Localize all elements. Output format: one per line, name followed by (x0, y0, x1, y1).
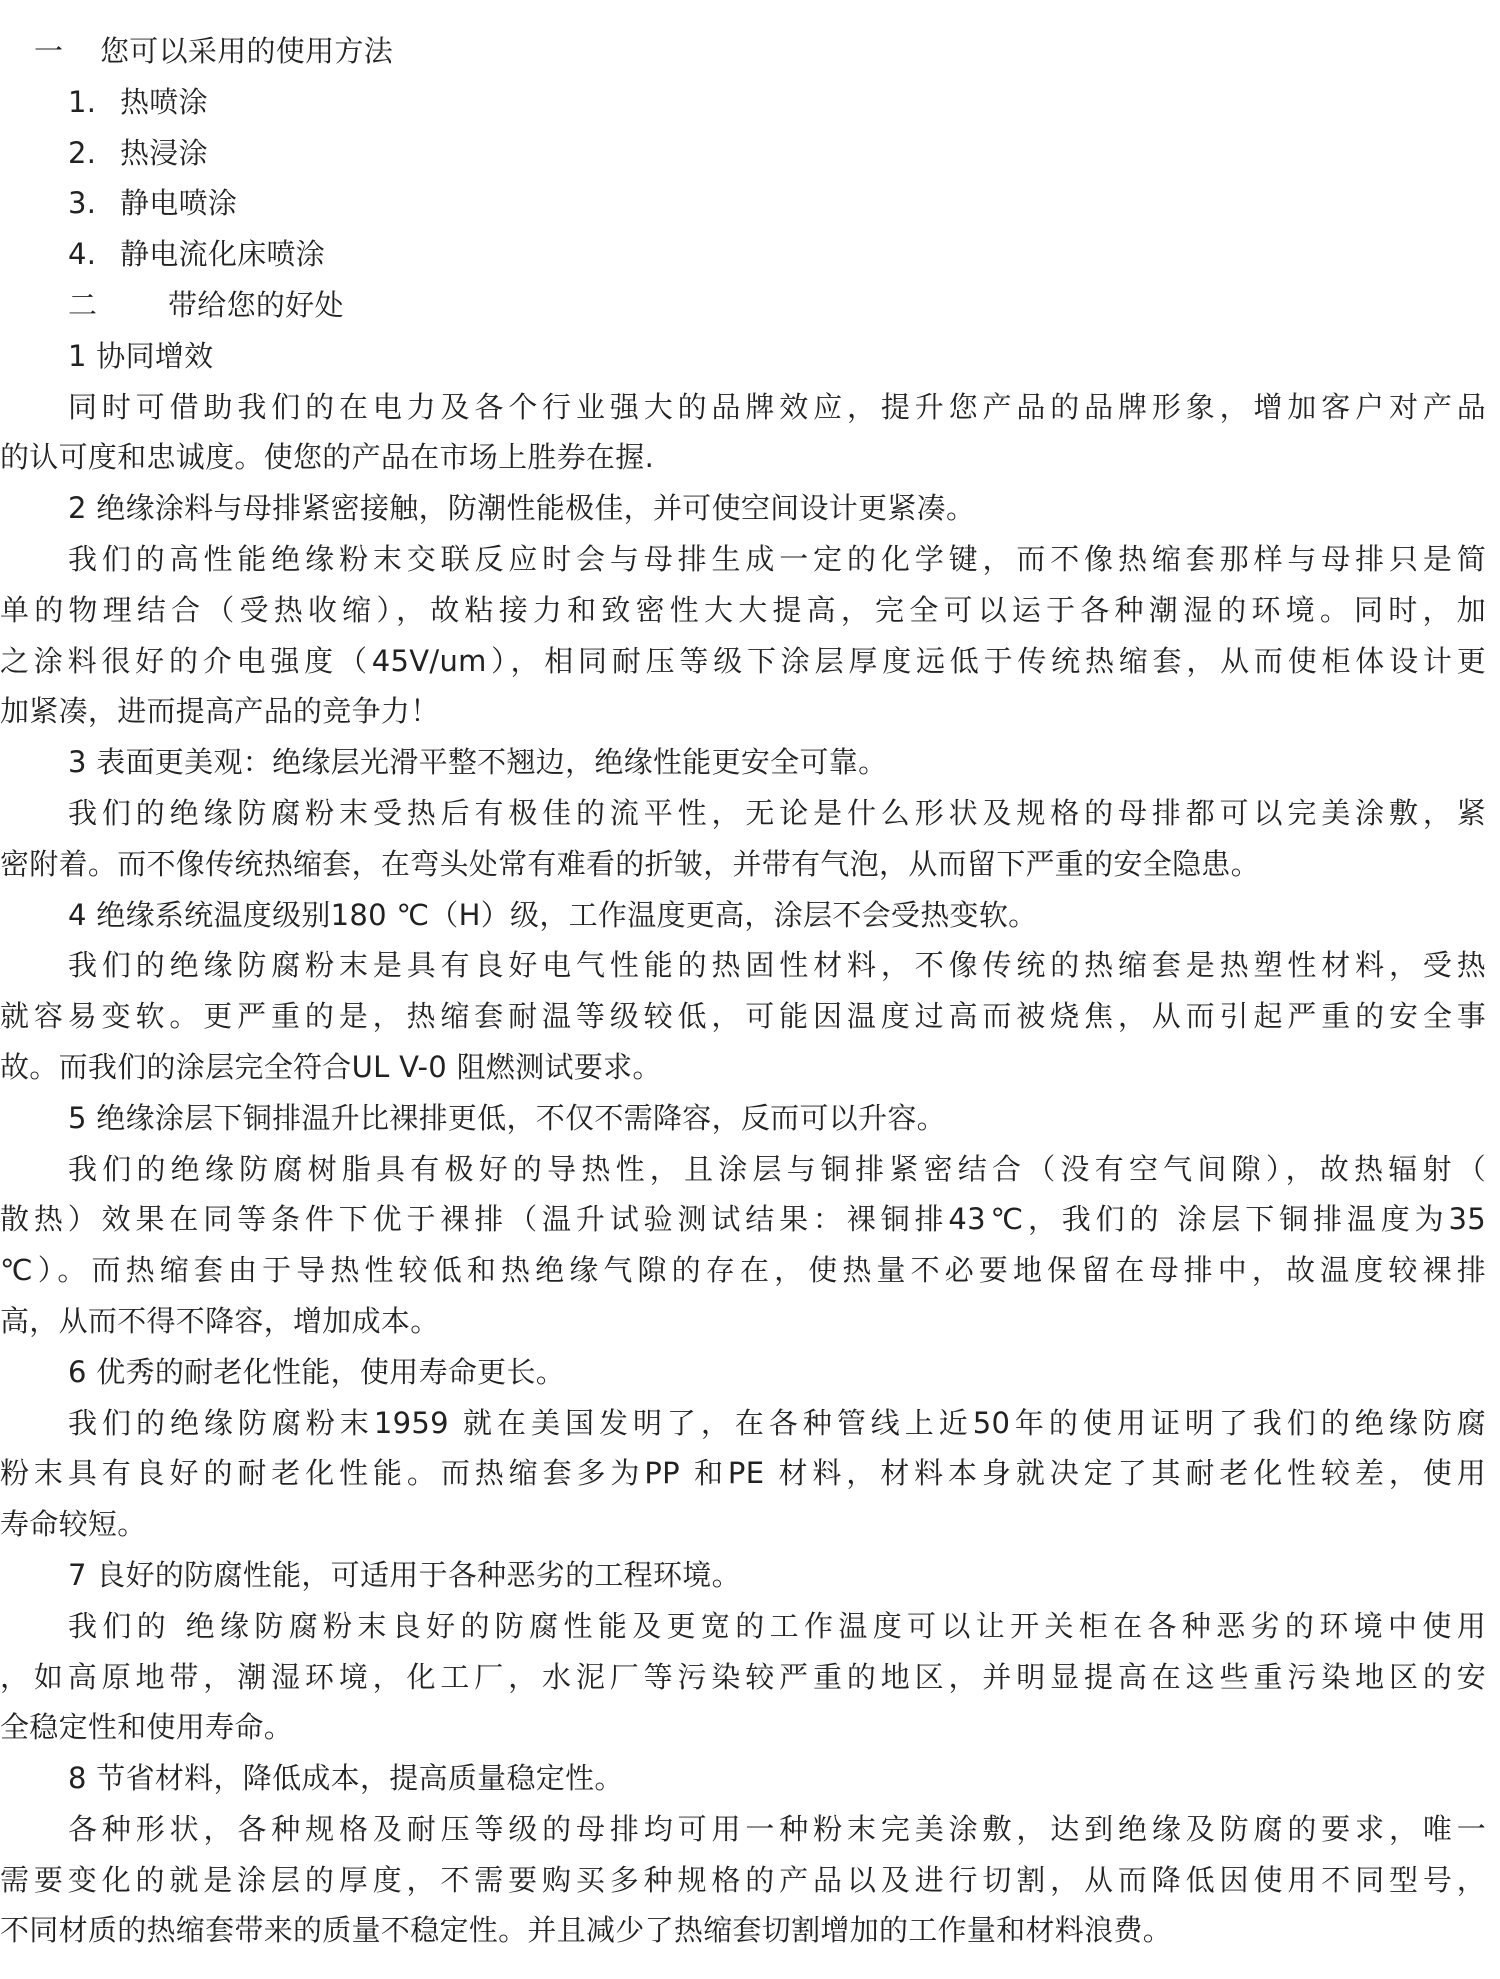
document-page (0, 26, 1486, 1956)
method-item-text: 热喷涂 (120, 84, 208, 119)
section-2-body (0, 331, 1486, 1957)
paragraph-line: 同时可借助我们的在电力及各个行业强大的品牌效应，提升您产品的品牌形象，增加客户对产品 (68, 389, 1486, 424)
paragraph-line: 不同材质的热缩套带来的质量不稳定性。并且减少了热缩套切割增加的工作量和材料浪费。 (0, 1913, 1173, 1948)
benefit-heading: 8 节省材料，降低成本，提高质量稳定性。 (68, 1761, 624, 1796)
method-item-number: 3. (68, 186, 97, 221)
paragraph-line: 需要变化的就是涂层的厚度，不需要购买多种规格的产品以及进行切割，从而降低因使用不同型号， (0, 1862, 1486, 1897)
section-1-heading (0, 26, 1486, 77)
paragraph-line: 我们的绝缘防腐粉末受热后有极佳的流平性，无论是什么形状及规格的母排都可以完美涂敷，紧 (68, 795, 1486, 830)
section-2-number: 二 (68, 287, 98, 322)
paragraph-line: 的认可度和忠诚度。使您的产品在市场上胜券在握. (0, 440, 655, 475)
paragraph-line: 我们的绝缘防腐粉末1959 就在美国发明了，在各种管线上近50年的使用证明了我们的绝缘防腐 (68, 1405, 1486, 1440)
benefit-heading: 1 协同增效 (68, 338, 214, 373)
method-item-number: 4. (68, 237, 97, 272)
paragraph-line: 全稳定性和使用寿命。 (0, 1710, 294, 1745)
method-item-text: 热浸涂 (120, 135, 208, 170)
paragraph-line: 粉末具有良好的耐老化性能。而热缩套多为PP 和PE 材料，材料本身就决定了其耐老化性较差，使用 (0, 1456, 1486, 1491)
paragraph-line: 就容易变软。更严重的是，热缩套耐温等级较低，可能因温度过高而被烧焦，从而引起严重的安全事 (0, 999, 1486, 1034)
paragraph-line: 加紧凑，进而提高产品的竞争力！ (0, 694, 440, 729)
paragraph-line: 故。而我们的涂层完全符合UL V-0 阻燃测试要求。 (0, 1049, 662, 1084)
method-item (0, 128, 1486, 179)
paragraph-line: 我们的 绝缘防腐粉末良好的防腐性能及更宽的工作温度可以让开关柜在各种恶劣的环境中使用 (68, 1608, 1486, 1643)
paragraph-line: ℃）。而热缩套由于导热性较低和热绝缘气隙的存在，使热量不必要地保留在母排中，故温度较裸排 (0, 1253, 1486, 1288)
paragraph-line: 各种形状，各种规格及耐压等级的母排均可用一种粉末完美涂敷，达到绝缘及防腐的要求，唯一 (68, 1811, 1486, 1846)
paragraph-line: 寿命较短。 (0, 1507, 147, 1542)
method-item (0, 178, 1486, 229)
paragraph-line: ，如高原地带，潮湿环境，化工厂，水泥厂等污染较严重的地区，并明显提高在这些重污染地区的安 (0, 1659, 1486, 1694)
method-item-text: 静电流化床喷涂 (120, 237, 326, 272)
section-2-title: 带给您的好处 (168, 287, 344, 322)
paragraph-line: 散热）效果在同等条件下优于裸排（温升试验测试结果：裸铜排43℃，我们的 涂层下铜排温度为35 (0, 1202, 1486, 1237)
benefit-heading: 4 绝缘系统温度级别180 ℃（H）级，工作温度更高，涂层不会受热变软。 (68, 897, 1038, 932)
method-item (0, 77, 1486, 128)
method-item (0, 229, 1486, 280)
section-1-number: 一 (34, 34, 64, 68)
method-item-number: 1. (68, 84, 97, 119)
benefit-heading: 6 优秀的耐老化性能，使用寿命更长。 (68, 1354, 566, 1389)
section-1-title: 您可以采用的使用方法 (100, 34, 394, 68)
paragraph-line: 密附着。而不像传统热缩套，在弯头处常有难看的折皱，并带有气泡，从而留下严重的安全隐患。 (0, 846, 1260, 881)
section-2-heading (0, 280, 1486, 331)
paragraph-line: 单的物理结合（受热收缩），故粘接力和致密性大大提高，完全可以运于各种潮湿的环境。同时，加 (0, 592, 1486, 627)
benefit-heading: 7 良好的防腐性能，可适用于各种恶劣的工程环境。 (68, 1557, 741, 1592)
paragraph-line: 之涂料很好的介电强度（45V/um），相同耐压等级下涂层厚度远低于传统热缩套，从而使柜体设计更 (0, 643, 1486, 678)
paragraph-line: 我们的绝缘防腐树脂具有极好的导热性，且涂层与铜排紧密结合（没有空气间隙），故热辐射（ (68, 1151, 1486, 1186)
method-item-text: 静电喷涂 (120, 186, 238, 221)
paragraph-line: 我们的绝缘防腐粉末是具有良好电气性能的热固性材料，不像传统的热缩套是热塑性材料，受热 (68, 948, 1486, 983)
paragraph-line: 高，从而不得不降容，增加成本。 (0, 1303, 440, 1338)
method-item-number: 2. (68, 135, 97, 170)
paragraph-line: 我们的高性能绝缘粉末交联反应时会与母排生成一定的化学键，而不像热缩套那样与母排只是简 (68, 541, 1486, 576)
benefit-heading: 5 绝缘涂层下铜排温升比裸排更低，不仅不需降容，反而可以升容。 (68, 1100, 946, 1135)
benefit-heading: 2 绝缘涂料与母排紧密接触，防潮性能极佳，并可使空间设计更紧凑。 (68, 491, 976, 526)
benefit-heading: 3 表面更美观：绝缘层光滑平整不翘边，绝缘性能更安全可靠。 (68, 745, 888, 780)
